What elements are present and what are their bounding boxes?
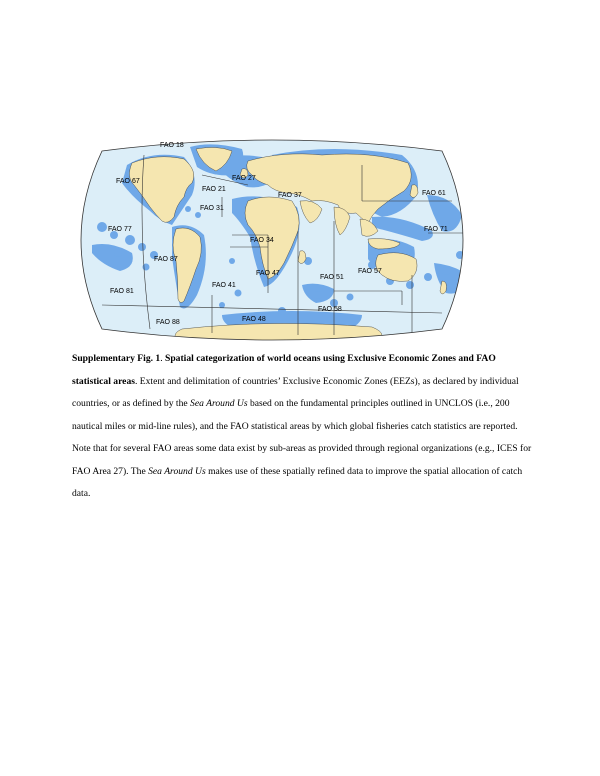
label-fao-31: FAO 31 [200,205,224,212]
label-fao-41: FAO 41 [212,282,236,289]
caption-italic-2: Sea Around Us [148,465,206,477]
caption-label: Supplementary Fig. 1 [72,353,161,364]
caption-italic-1: Sea Around Us [190,398,248,409]
label-fao-88: FAO 88 [156,319,180,326]
label-fao-47: FAO 47 [256,270,280,277]
label-fao-51: FAO 51 [320,274,344,281]
label-fao-18: FAO 18 [160,142,184,149]
label-fao-61: FAO 61 [422,190,446,197]
caption-separator: . [160,353,166,364]
caption-text-1: . Extent and delimitation of countries’ Exclusive Economic Zones (EEZs), as declared by individual countries, or as defined by the [72,375,519,409]
caption-text-3: makes use of these spatially refined data to improve the spatial allocation of catch data. [72,465,523,499]
label-fao-21: FAO 21 [202,186,226,193]
label-fao-71: FAO 71 [424,226,448,233]
label-fao-34: FAO 34 [250,237,274,244]
label-fao-58: FAO 58 [318,306,342,313]
label-fao-57: FAO 57 [358,268,382,275]
antarctica [175,323,382,345]
caption-text-2: based on the fundamental principles outlined in UNCLOS (i.e., 200 nautical miles or mid-line rules), and the FAO statistical areas by which global fisheries catch statistics are reported. Note that for several FAO areas some data exist by sub-areas as provided through regional organizations (e.g., ICES for FAO Area 27). The [72,398,532,477]
label-fao-67: FAO 67 [116,178,140,185]
label-fao-37: FAO 37 [278,192,302,199]
world-fao-map [72,135,472,345]
label-fao-87: FAO 87 [154,256,178,263]
label-fao-27: FAO 27 [232,175,256,182]
caption-title: Spatial categorization of world oceans using Exclusive Economic Zones and FAO statistical areas [72,353,496,387]
figure-caption [72,348,534,506]
label-fao-77: FAO 77 [108,226,132,233]
label-fao-81: FAO 81 [110,288,134,295]
label-fao-48: FAO 48 [242,316,266,323]
